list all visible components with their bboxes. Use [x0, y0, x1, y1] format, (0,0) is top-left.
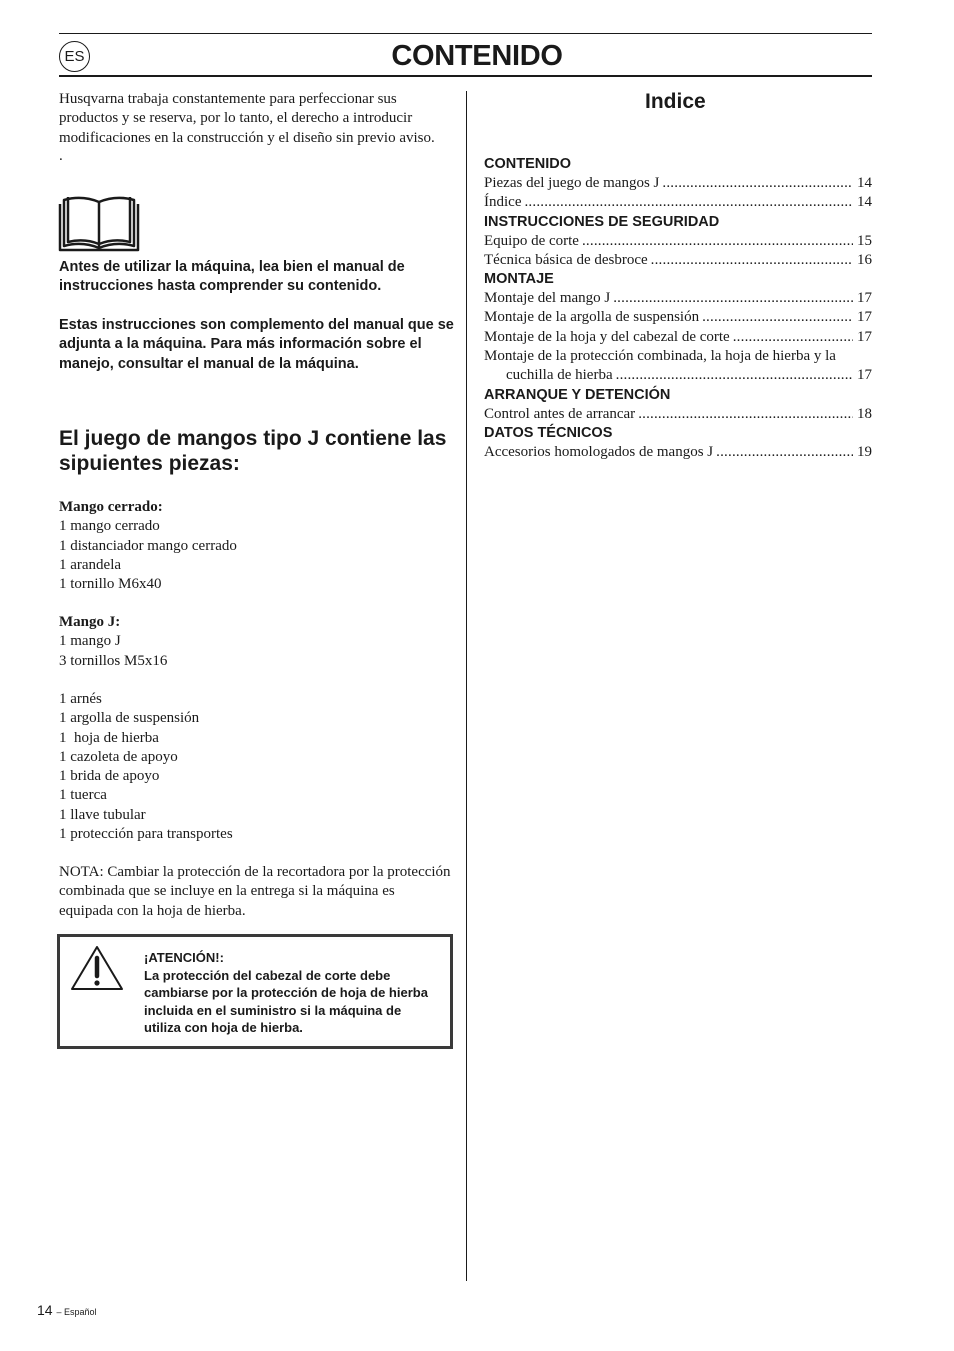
list-item: 3 tornillos M5x16: [59, 652, 168, 669]
list-item: 1 arnés: [59, 691, 102, 707]
toc-entry-page: 18: [857, 405, 872, 422]
list-item: 1 arandela: [59, 556, 122, 573]
toc-entry-text: Equipo de corte: [484, 232, 579, 249]
toc-entry[interactable]: [484, 347, 872, 386]
open-book-icon: [58, 194, 140, 252]
toc-entry[interactable]: [484, 328, 872, 347]
closed-handle-title: Mango cerrado:: [59, 499, 163, 515]
toc-entry-page: 19: [857, 443, 872, 460]
toc-entry-page: 17: [857, 367, 872, 384]
toc-entry[interactable]: [484, 443, 872, 462]
footer-language: – Español: [56, 1307, 97, 1317]
j-handle-title: Mango J:: [59, 614, 121, 630]
list-item: 1 mango J: [59, 633, 121, 650]
toc-entry[interactable]: [484, 405, 872, 424]
intro-dot: .: [59, 148, 63, 164]
page-title: CONTENIDO: [391, 40, 563, 72]
toc-entry-text: Control antes de arrancar: [484, 405, 636, 422]
list-item: 1 llave tubular: [59, 806, 146, 823]
toc-entry-text: Índice: [484, 194, 522, 211]
toc-entry[interactable]: [484, 289, 872, 308]
toc-entry-page: 17: [857, 290, 872, 307]
other-items-group: [59, 690, 233, 844]
toc-entry-text: Montaje de la protección combinada, la hoja de hierba y la: [484, 348, 836, 365]
list-item: 1 hoja de hierba: [59, 729, 159, 746]
attention-text: La protección del cabezal de corte debe cambiarse por la protección de hoja de hierba incluida en el suministro si la máquina de utiliza con hoja de hierba.: [144, 968, 428, 1035]
page-footer: [37, 1302, 97, 1318]
closed-handle-group: [59, 498, 237, 594]
attention-title: ¡ATENCIÓN!:: [144, 950, 224, 965]
toc-entry-page: 17: [857, 328, 872, 345]
list-item: 1 argolla de suspensión: [59, 710, 200, 727]
column-divider: [466, 91, 467, 1281]
toc-entry[interactable]: [484, 251, 872, 270]
toc-entry[interactable]: [484, 174, 872, 193]
intro-paragraph: Husqvarna trabaja constantemente para perfeccionar sus productos y se reserva, por lo tanto, el derecho a introducir modificaciones en la construcción y el diseño sin previo aviso.: [59, 91, 435, 146]
toc-entry-page: 16: [857, 251, 872, 268]
toc-entry-page: 14: [857, 194, 872, 211]
toc-entry-text: Piezas del juego de mangos J: [484, 175, 660, 191]
toc-entry-page: 14: [857, 175, 872, 191]
toc-entry[interactable]: [484, 232, 872, 251]
header-top-rule: [59, 33, 872, 34]
list-item: 1 tornillo M6x40: [59, 576, 162, 593]
toc-entry-text: Montaje de la hoja y del cabezal de corte: [484, 328, 730, 345]
table-of-contents: [484, 155, 872, 462]
toc-section-heading: ARRANQUE Y DETENCIÓN: [484, 386, 671, 403]
toc-section-heading: INSTRUCCIONES DE SEGURIDAD: [484, 213, 720, 230]
page-number: 14: [37, 1302, 53, 1318]
toc-entry[interactable]: [484, 308, 872, 327]
note-paragraph: NOTA: Cambiar la protección de la recortadora por la protección combinada que se incluye en la entrega si la máquina es equipada con la hoja de hierba.: [59, 864, 451, 919]
list-item: 1 cazoleta de apoyo: [59, 748, 178, 765]
list-item: 1 distanciador mango cerrado: [59, 537, 237, 554]
kit-heading: El juego de mangos tipo J contiene las sipuientes piezas:: [59, 427, 447, 475]
toc-entry-page: 15: [857, 232, 872, 249]
toc-entry[interactable]: [484, 193, 872, 212]
toc-entry-text: cuchilla de hierba: [506, 367, 613, 384]
read-manual-warning: Antes de utilizar la máquina, lea bien el manual de instrucciones hasta comprender su contenido.: [59, 259, 405, 295]
list-item: 1 mango cerrado: [59, 518, 160, 535]
toc-entry-page: 17: [857, 309, 872, 326]
header-title-rule: [59, 75, 872, 77]
toc-entry-text: Técnica básica de desbroce: [484, 251, 648, 268]
toc-section-heading: MONTAJE: [484, 271, 554, 288]
list-item: 1 brida de apoyo: [59, 768, 160, 785]
toc-entry-text: Montaje de la argolla de suspensión: [484, 309, 700, 326]
supplement-notice: Estas instrucciones son complemento del manual que se adjunta a la máquina. Para más información sobre el manejo, consultar el manual de la máquina.: [59, 317, 454, 372]
list-item: 1 protección para transportes: [59, 826, 233, 843]
toc-section-heading: CONTENIDO: [484, 156, 571, 172]
language-badge: ES: [59, 41, 90, 72]
index-title: Indice: [645, 90, 706, 113]
j-handle-group: [59, 613, 167, 671]
toc-entry-text: Accesorios homologados de mangos J: [484, 443, 714, 460]
warning-triangle-icon: [70, 944, 124, 992]
toc-entry-text: Montaje del mango J: [484, 290, 611, 307]
toc-section-heading: DATOS TÉCNICOS: [484, 424, 613, 441]
list-item: 1 tuerca: [59, 787, 107, 804]
